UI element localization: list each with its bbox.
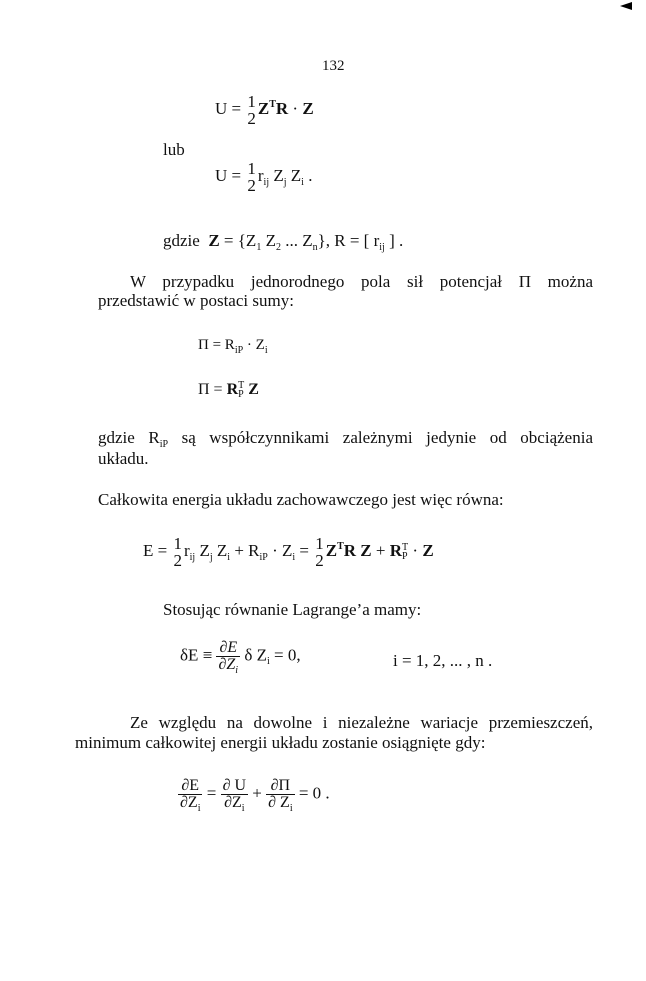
index-range: i = 1, 2, ... , n . bbox=[393, 651, 493, 670]
paragraph-line: Całkowita energia układu zachowawczego jest więc równa: bbox=[98, 490, 504, 509]
equation-total-energy: E = 1 2 $r_{ij}$ $Z_j$ $Z_i + R_{iP} \cdot Z_i$ = 1 2 $Z^TR$ Z + R T P · Z bbox=[143, 534, 434, 570]
paragraph-line: minimum całkowitej energii układu zostanie osiągnięte gdy: bbox=[75, 733, 486, 752]
word-lub: lub bbox=[163, 140, 185, 159]
fraction-half: 1 2 bbox=[247, 92, 256, 128]
equation-u-index: U = 1 2 $r_{ij}$ $Z_j$ $Z_i$ . bbox=[215, 159, 313, 195]
equation-pi-sum: $\Pi = R_{iP} \cdot Z_i$ bbox=[198, 337, 268, 356]
paragraph-line: W przypadku jednorodnego pola sił potencjał Π można bbox=[130, 272, 593, 291]
paragraph-line: układu. bbox=[98, 449, 149, 468]
paragraph-line: gdzie $R_{iP}$ są współczynnikami zależnymi jedynie od obciążenia bbox=[98, 428, 593, 450]
paragraph-line: Stosując równanie Lagrange’a mamy: bbox=[163, 600, 422, 619]
equation-u-matrix: U = 1 2 $Z^TR \cdot Z$ bbox=[215, 92, 314, 128]
paragraph-line: Ze względu na dowolne i niezależne wariacje przemieszczeń, bbox=[130, 713, 593, 732]
eq-lhs: U = bbox=[215, 98, 242, 118]
equation-pi-matrix: Π = R T P Z bbox=[198, 380, 259, 401]
equation-minimum-condition: $\frac{\partial E}{\partial Z_i}$ = $\frac{\partial U}{\partial Z_i}$ + $\frac{\partial\Pi}{\partial Z_i}$ = 0 . bbox=[180, 777, 330, 814]
definition-line: gdzie $Z = \{Z_1$ $Z_2$ ... $Z_n$}, R = [ $r_{ij}$ ] . bbox=[163, 231, 404, 253]
equation-lagrange: δE ≡ $\frac{\partial E}{\partial Z_i}$ δ $Z_i = 0$, bbox=[180, 639, 301, 676]
paragraph-line: przedstawić w postaci sumy: bbox=[98, 291, 294, 310]
page-number: 132 bbox=[322, 58, 345, 74]
arrow-left-icon bbox=[620, 2, 632, 10]
